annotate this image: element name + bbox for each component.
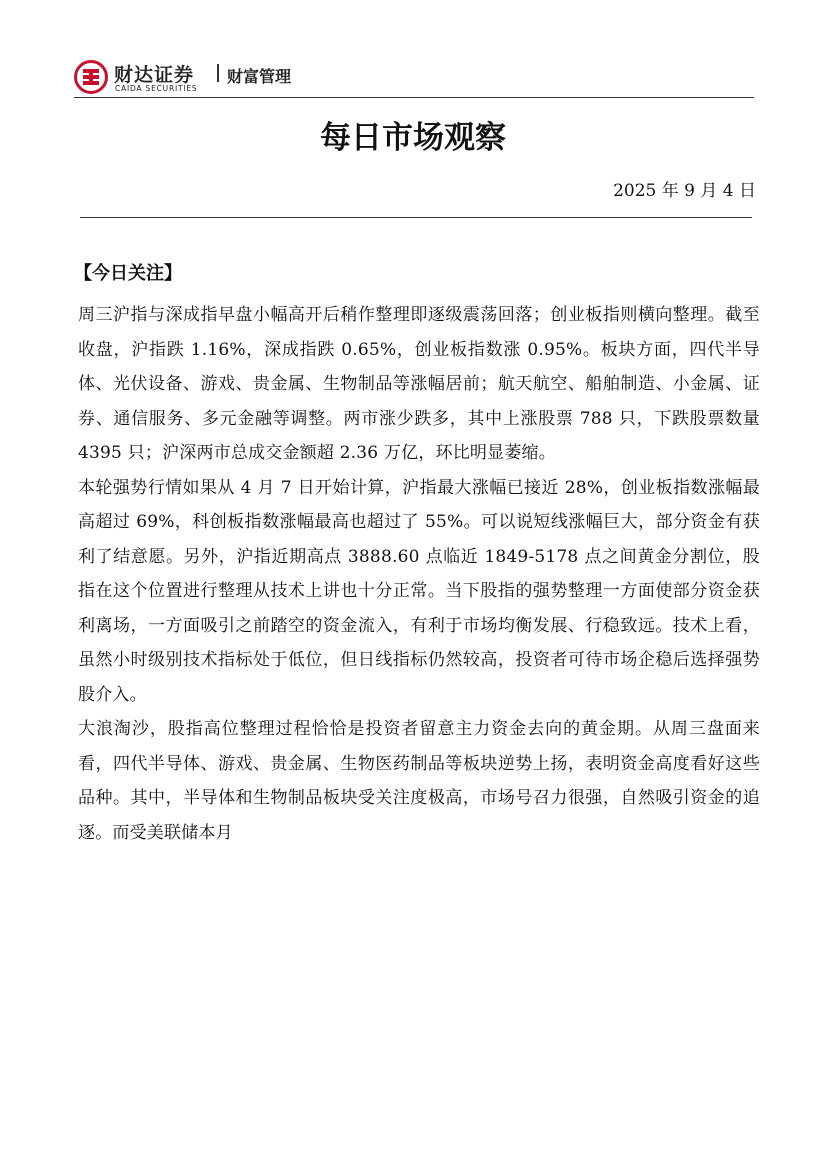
brand-name-cn: 财达证券 <box>114 64 195 86</box>
paragraph: 大浪淘沙，股指高位整理过程恰恰是投资者留意主力资金去向的黄金期。从周三盘面来看，四代半导体、游戏、贵金属、生物医药制品等板块逆势上扬，表明资金高度看好这些品种。其中，半导体和生物制品板块受关注度极高，市场号召力很强，自然吸引资金的追逐。而受美联储本月 <box>78 719 760 843</box>
date-rule <box>80 217 752 218</box>
brand-name-en: CAIDA SECURITIES <box>115 84 198 93</box>
page-header <box>74 58 754 96</box>
header-rule <box>74 97 754 98</box>
brand-subtitle: 财富管理 <box>227 67 292 86</box>
article-body <box>78 298 760 850</box>
paragraph: 本轮强势行情如果从 4 月 7 日开始计算，沪指最大涨幅已接近 28%，创业板指数涨幅最高超过 69%，科创板指数涨幅最高也超过了 55%。可以说短线涨幅巨大，部分资金有获利了结意愿。另外，沪指近期高点 3888.60 点临近 1849-5178 点之间黄金分割位，股指在这个位置进行整理从技术上讲也十分正常。当下股指的强势整理一方面使部分资金获利离场，一方面吸引之前踏空的资金流入，有利于市场均衡发展、行稳致远。技术上看，虽然小时级别技术指标处于低位，但日线指标仍然较高，投资者可待市场企稳后选择强势股介入。 <box>78 477 760 705</box>
brand-divider <box>217 64 219 82</box>
page-title: 每日市场观察 <box>320 120 506 156</box>
section-heading: 【今日关注】 <box>74 263 182 284</box>
report-date: 2025 年 9 月 4 日 <box>613 181 756 201</box>
paragraph: 周三沪指与深成指早盘小幅高开后稍作整理即逐级震荡回落；创业板指则横向整理。截至收盘，沪指跌 1.16%，深成指跌 0.65%，创业板指数涨 0.95%。板块方面，四代半导体、光伏设备、游戏、贵金属、生物制品等涨幅居前；航天航空、船舶制造、小金属、证券、通信服务、多元金融等调整。两市涨少跌多，其中上涨股票 788 只，下跌股票数量 4395 只；沪深两市总成交金额超 2.36 万亿，环比明显萎缩。 <box>78 305 760 463</box>
caida-logo-icon <box>74 60 108 94</box>
